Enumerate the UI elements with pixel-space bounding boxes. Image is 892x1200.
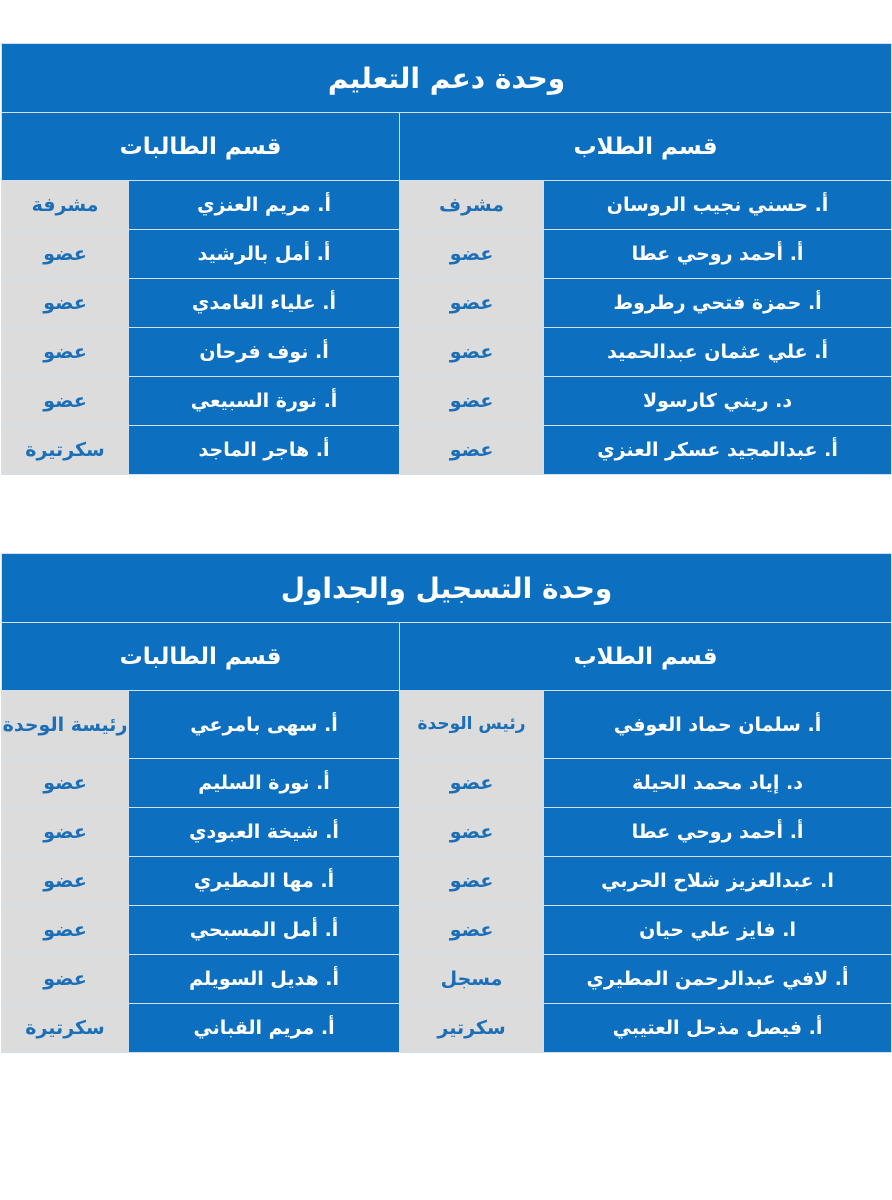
student-name: ا. عبدالعزيز شلاح الحربي — [544, 857, 892, 906]
female-student-name: أ. أمل بالرشيد — [129, 230, 400, 279]
female-student-role: عضو — [2, 377, 129, 426]
student-name: أ. سلمان حماد العوفي — [544, 691, 892, 759]
female-student-name: أ. أمل المسبحي — [129, 906, 400, 955]
student-name: ا. فايز علي حيان — [544, 906, 892, 955]
student-name: أ. أحمد روحي عطا — [544, 230, 892, 279]
female-student-name: أ. مريم القباني — [129, 1004, 400, 1053]
female-student-name: أ. هديل السويلم — [129, 955, 400, 1004]
student-name: أ. حمزة فتحي رطروط — [544, 279, 892, 328]
student-role: عضو — [400, 906, 544, 955]
female-student-role: عضو — [2, 279, 129, 328]
member-row — [2, 279, 892, 328]
students-section-header: قسم الطلاب — [400, 623, 892, 691]
female-student-name: أ. نورة السبيعي — [129, 377, 400, 426]
students-section-header: قسم الطلاب — [400, 113, 892, 181]
member-row — [2, 328, 892, 377]
member-row — [2, 857, 892, 906]
student-role: عضو — [400, 759, 544, 808]
member-row — [2, 808, 892, 857]
member-row — [2, 377, 892, 426]
member-row — [2, 181, 892, 230]
female-student-role: عضو — [2, 328, 129, 377]
female-student-role: عضو — [2, 759, 129, 808]
student-name: أ. عبدالمجيد عسكر العنزي — [544, 426, 892, 475]
member-row — [2, 230, 892, 279]
unit-title: وحدة التسجيل والجداول — [2, 554, 892, 623]
female-students-section-header: قسم الطالبات — [2, 113, 400, 181]
student-role: مشرف — [400, 181, 544, 230]
female-student-role: سكرتيرة — [2, 426, 129, 475]
student-role: عضو — [400, 377, 544, 426]
student-role: رئيس الوحدة — [400, 691, 544, 759]
unit-table-education-support — [1, 43, 892, 475]
female-student-role: عضو — [2, 906, 129, 955]
female-student-name: أ. شيخة العبودي — [129, 808, 400, 857]
female-student-name: أ. علياء الغامدي — [129, 279, 400, 328]
member-row — [2, 759, 892, 808]
unit-table-registration-schedules — [1, 553, 892, 1053]
student-role: مسجل — [400, 955, 544, 1004]
student-role: عضو — [400, 279, 544, 328]
female-student-role: عضو — [2, 230, 129, 279]
female-students-section-header: قسم الطالبات — [2, 623, 400, 691]
female-student-name: أ. نورة السليم — [129, 759, 400, 808]
student-name: أ. فيصل مذحل العتيبي — [544, 1004, 892, 1053]
student-name: أ. علي عثمان عبدالحميد — [544, 328, 892, 377]
member-row — [2, 691, 892, 759]
member-row — [2, 955, 892, 1004]
female-student-role: عضو — [2, 857, 129, 906]
female-student-role: رئيسة الوحدة — [2, 691, 129, 759]
student-name: أ. لافي عبدالرحمن المطيري — [544, 955, 892, 1004]
member-row — [2, 906, 892, 955]
member-row — [2, 426, 892, 475]
female-student-name: أ. نوف فرحان — [129, 328, 400, 377]
student-name: أ. حسني نجيب الروسان — [544, 181, 892, 230]
female-student-role: مشرفة — [2, 181, 129, 230]
student-role: عضو — [400, 230, 544, 279]
female-student-name: أ. مها المطيري — [129, 857, 400, 906]
student-role: عضو — [400, 857, 544, 906]
female-student-name: أ. مريم العنزي — [129, 181, 400, 230]
student-role: عضو — [400, 328, 544, 377]
student-name: د. إياد محمد الحيلة — [544, 759, 892, 808]
female-student-role: عضو — [2, 955, 129, 1004]
female-student-role: عضو — [2, 808, 129, 857]
female-student-role: سكرتيرة — [2, 1004, 129, 1053]
female-student-name: أ. هاجر الماجد — [129, 426, 400, 475]
unit-title: وحدة دعم التعليم — [2, 44, 892, 113]
student-role: عضو — [400, 426, 544, 475]
student-name: أ. أحمد روحي عطا — [544, 808, 892, 857]
student-role: عضو — [400, 808, 544, 857]
female-student-name: أ. سهى بامرعي — [129, 691, 400, 759]
member-row — [2, 1004, 892, 1053]
student-name: د. ريني كارسولا — [544, 377, 892, 426]
student-role: سكرتير — [400, 1004, 544, 1053]
